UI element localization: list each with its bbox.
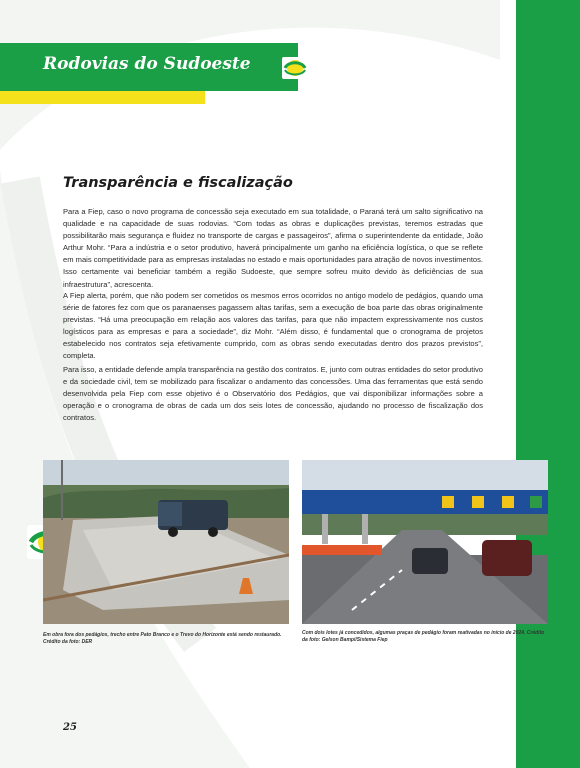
page-number: 25 bbox=[63, 722, 77, 733]
fiep-logo-icon bbox=[282, 57, 308, 79]
photo-1-caption: Em obra fora dos pedágios, trecho entre Pato Branco e o Trevo do Horizonte está sendo restaurado. Crédito da foto: DER bbox=[43, 632, 282, 645]
yellow-accent-bar bbox=[0, 91, 205, 104]
toll-plaza-photo bbox=[302, 460, 548, 624]
article-paragraph-3: Para isso, a entidade defende ampla transparência na gestão dos contratos. E, junto com outras entidades do setor produtivo e da sociedade civil, tem se mobilizado para fiscalizar o andamento das concessões. Uma das ferramentas que está sendo desenvolvida pela Fiep com esse objetivo é o Observatório dos Pedágios, que vai disponibilizar informações sobre a operação e o cronograma de obras de cada um dos seis lotes de concessão, ajudando no processo de fiscalização dos contratos. bbox=[63, 365, 483, 423]
right-green-bar bbox=[516, 0, 580, 768]
road-construction-photo bbox=[43, 460, 289, 624]
article-paragraph-2: A Fiep alerta, porém, que não podem ser cometidos os mesmos erros ocorridos no antigo modelo de pedágios, quando uma série de fatores fez com que os paranaenses pagassem altas tarifas, sem a execução de boa parte das obras originalmente previstas. “Há uma preocupação em relação aos valores das tarifas, para que não impactem expressivamente nos custos logísticos para as empresas e para a sociedade”, diz Mohr. “Além disso, é fundamental que o cronograma de projetos estabelecido nos contratos seja efetivamente cumprido, com as obras sendo executadas dentro dos prazos previstos”, completa. bbox=[63, 291, 483, 361]
article-title: Transparência e fiscalização bbox=[63, 175, 293, 191]
article-paragraph-1: Para a Fiep, caso o novo programa de concessão seja executado em sua totalidade, o Paraná terá um salto significativo na qualidade e na capacidade de suas rodovias. “Com todas as obras e duplicações previstas, teremos estradas que possibilitarão mais segurança e fluidez no transporte de cargas e passageiros”, afirma o superintendente da entidade, João Arthur Mohr. “Para a indústria e o setor produtivo, haverá principalmente um ganho na eficiência logística, o que se reflete em mais competitividade para as empresas instaladas no estado e mais oportunidades para atração de novos investimentos. Isso certamente vai beneficiar também a região Sudoeste, que sempre sofreu muito devido às deficiências de sua infraestrutura”, acrescenta. bbox=[63, 207, 483, 289]
section-title-header: Rodovias do Sudoeste bbox=[43, 54, 251, 74]
photo-2-caption: Com dois lotes já concedidos, algumas praças de pedágio foram reativadas no início de 2024. Crédito da foto: Gelson Bampi/Sistema Fiep bbox=[302, 630, 545, 643]
